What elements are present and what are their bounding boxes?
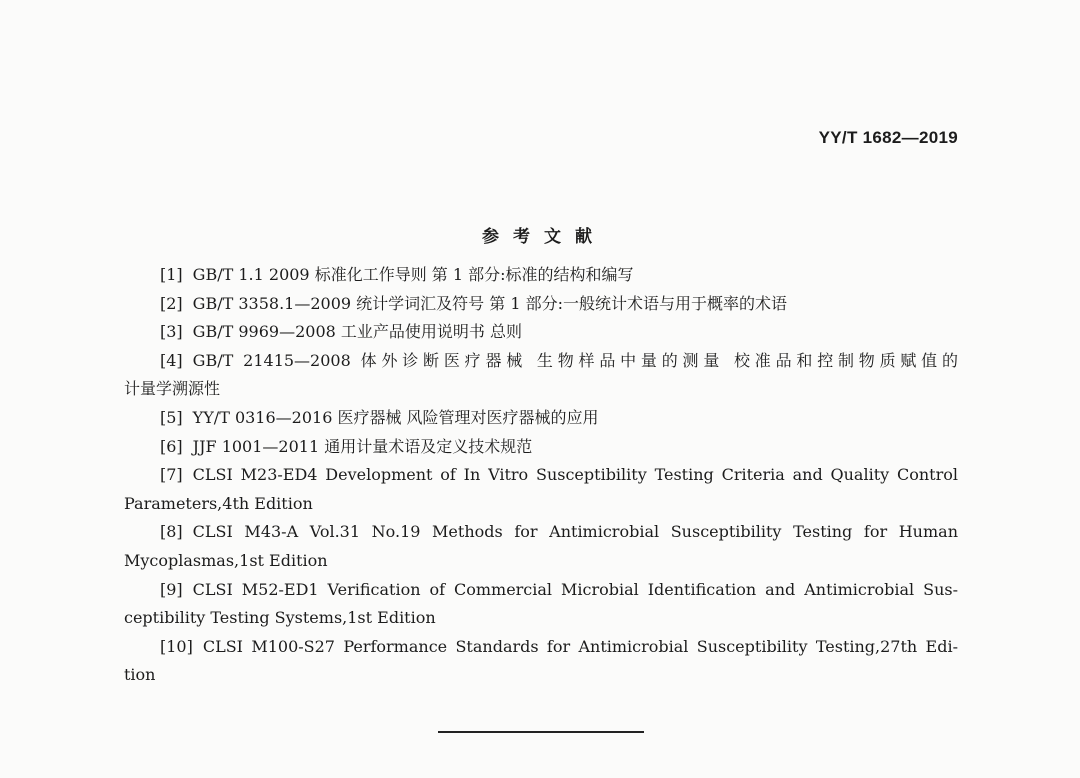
- reference-text: GB/T 9969—2008 工业产品使用说明书 总则: [192, 322, 522, 342]
- reference-number: [8]: [160, 522, 183, 542]
- reference-number: [1]: [160, 265, 183, 284]
- reference-text: YY/T 0316—2016 医疗器械 风险管理对医疗器械的应用: [192, 407, 599, 427]
- reference-text: CLSI M100-S27 Performance Standards for Antimicrobial Susceptibility Testing,27th Edi-: [202, 636, 958, 656]
- reference-text: JJF 1001—2011 通用计量术语及定义技术规范: [192, 436, 533, 456]
- reference-item-9: [124, 576, 958, 633]
- reference-text: CLSI M43-A Vol.31 No.19 Methods for Antimicrobial Susceptibility Testing for Human: [192, 522, 958, 542]
- reference-text-continuation: 计量学溯源性: [124, 379, 221, 399]
- reference-text: CLSI M52-ED1 Verification of Commercial Microbial Identification and Antimicrobial Sus-: [192, 579, 958, 599]
- reference-text-continuation: tion: [124, 665, 156, 685]
- reference-text-continuation: ceptibility Testing Systems,1st Edition: [124, 608, 436, 628]
- reference-text: GB/T 1.1 2009 标准化工作导则 第 1 部分:标准的结构和编写: [192, 265, 634, 284]
- reference-text: CLSI M23-ED4 Development of In Vitro Susceptibility Testing Criteria and Quality Control: [192, 465, 958, 485]
- reference-number: [10]: [160, 636, 193, 656]
- reference-item-6: [124, 433, 958, 462]
- reference-item-8: [124, 518, 958, 575]
- reference-number: [9]: [160, 579, 183, 599]
- reference-text: GB/T 3358.1—2009 统计学词汇及符号 第 1 部分:一般统计术语与用于概率的术语: [192, 293, 787, 313]
- reference-item-10: [124, 633, 958, 690]
- reference-item-2: [124, 290, 958, 319]
- reference-item-4: [124, 347, 958, 404]
- reference-item-3: [124, 318, 958, 347]
- reference-text-continuation: Parameters,4th Edition: [124, 493, 313, 513]
- reference-item-1: [124, 261, 958, 290]
- reference-text: GB/T 21415—2008 体外诊断医疗器械 生物样品中量的测量 校准品和控制物质赋值的: [192, 350, 958, 370]
- reference-item-5: [124, 404, 958, 433]
- standard-code: YY/T 1682—2019: [818, 128, 958, 147]
- reference-text-continuation: Mycoplasmas,1st Edition: [124, 550, 328, 570]
- reference-number: [4]: [160, 350, 183, 370]
- reference-number: [7]: [160, 465, 183, 485]
- reference-item-7: [124, 461, 958, 518]
- end-rule: [438, 731, 644, 733]
- reference-number: [6]: [160, 436, 183, 456]
- reference-number: [2]: [160, 293, 183, 313]
- reference-number: [5]: [160, 407, 183, 427]
- reference-number: [3]: [160, 322, 183, 342]
- section-title: 参考文献: [482, 227, 606, 247]
- reference-list: [124, 261, 958, 690]
